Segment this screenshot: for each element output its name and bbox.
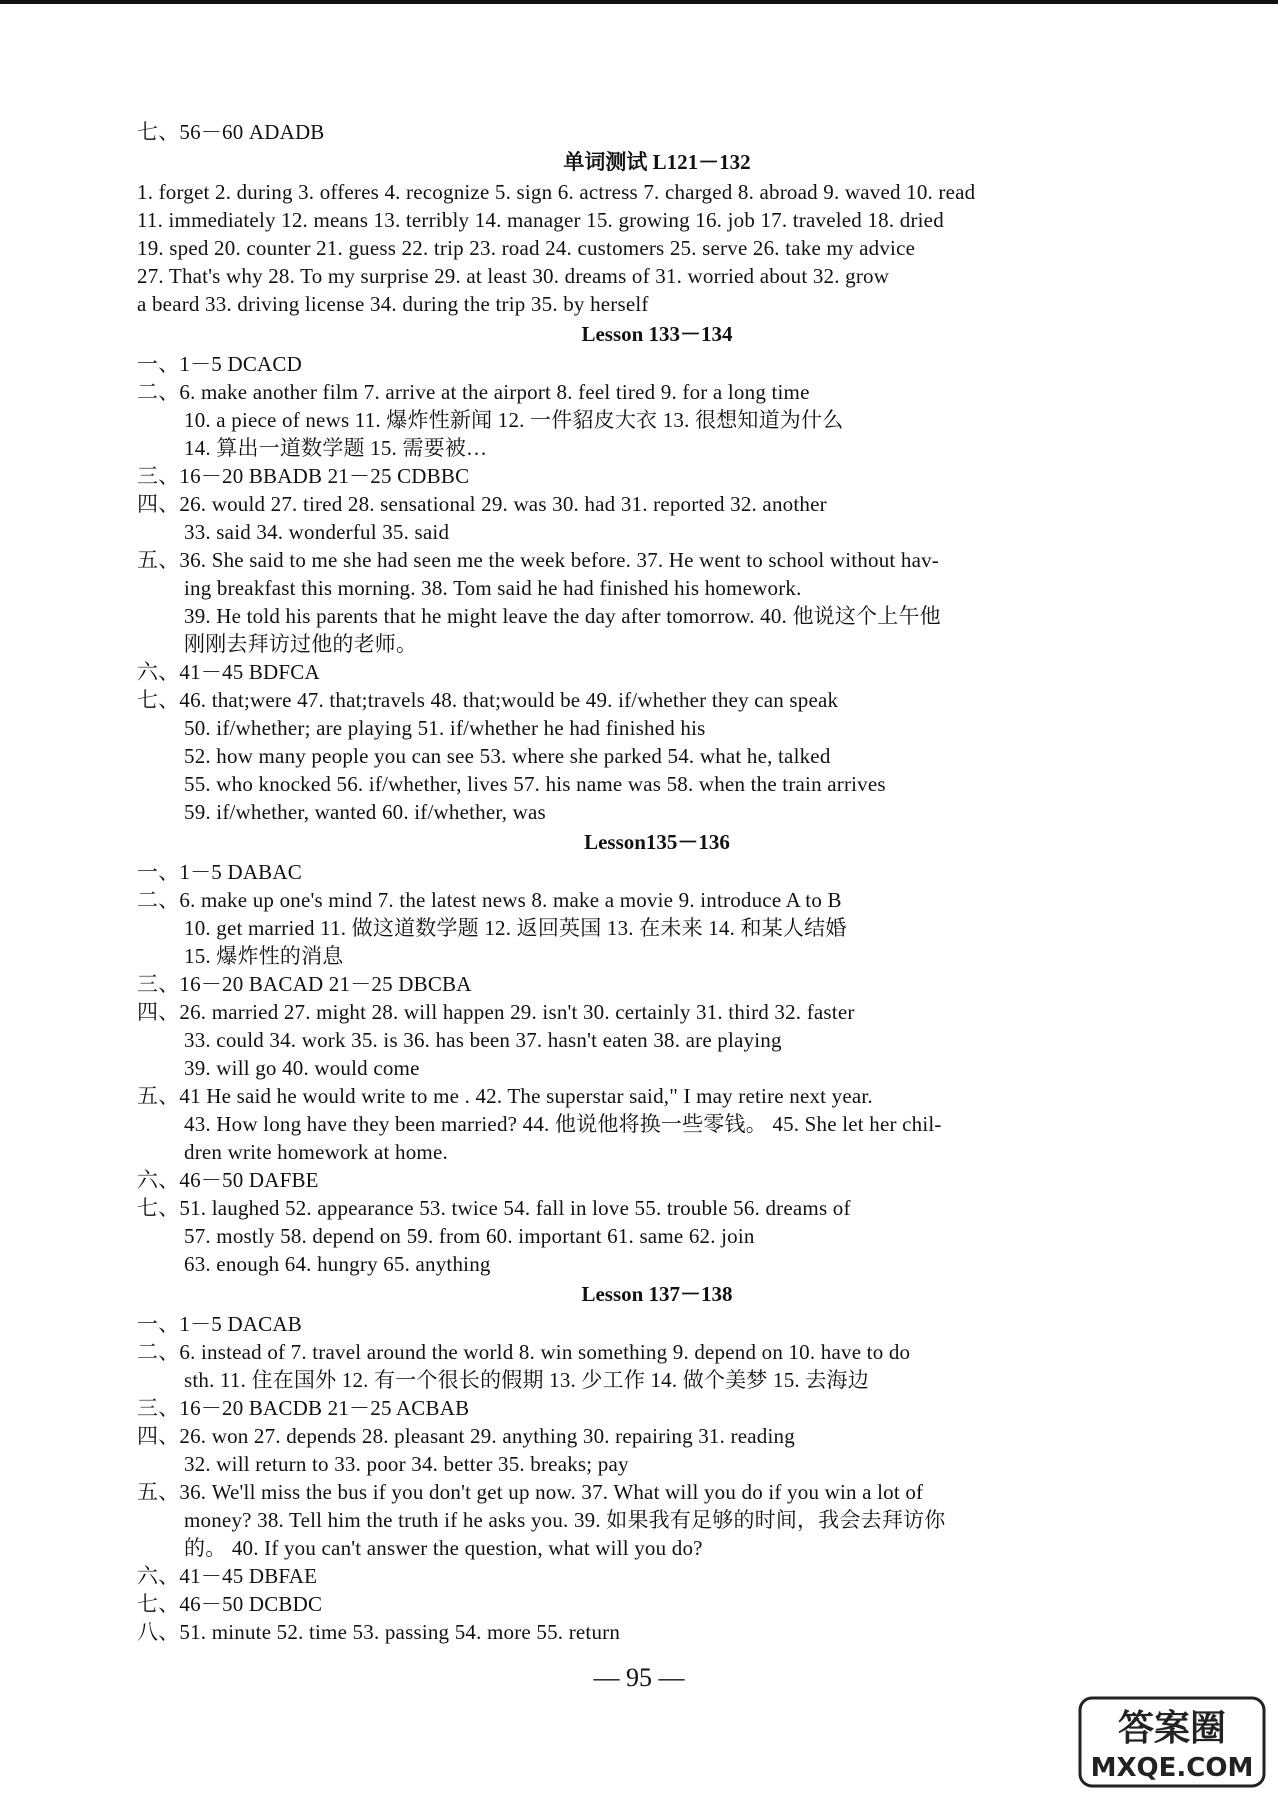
- section-title: Lesson135－136: [584, 830, 730, 854]
- text-line: 的。 40. If you can't answer the question, what will you do?: [184, 1536, 703, 1560]
- text-line: 50. if/whether; are playing 51. if/whether he had finished his: [184, 716, 706, 740]
- section-title: 单词测试 L121－132: [563, 150, 751, 174]
- text-line: 15. 爆炸性的消息: [184, 944, 344, 968]
- text-line: 四、26. would 27. tired 28. sensational 29. was 30. had 31. reported 32. another: [137, 492, 827, 516]
- text-line: ing breakfast this morning. 38. Tom said he had finished his homework.: [184, 576, 802, 600]
- text-line: 三、16－20 BBADB 21－25 CDBBC: [137, 464, 470, 488]
- text-line: 二、6. instead of 7. travel around the world 8. win something 9. depend on 10. have to do: [137, 1340, 911, 1364]
- text-line: 六、41－45 BDFCA: [137, 660, 320, 684]
- text-line: 19. sped 20. counter 21. guess 22. trip 23. road 24. customers 25. serve 26. take my advice: [137, 236, 916, 260]
- text-line: 32. will return to 33. poor 34. better 35. breaks; pay: [184, 1452, 629, 1476]
- text-line: 33. said 34. wonderful 35. said: [184, 520, 450, 544]
- page-number: — 95 —: [593, 1663, 685, 1692]
- text-line: 63. enough 64. hungry 65. anything: [184, 1252, 491, 1276]
- text-line: 10. a piece of news 11. 爆炸性新闻 12. 一件貂皮大衣 13. 很想知道为什么: [184, 408, 844, 432]
- top-edge-line: [0, 0, 1278, 4]
- watermark-cn-text: 答案圈: [1117, 1708, 1227, 1749]
- text-line: 55. who knocked 56. if/whether, lives 57. his name was 58. when the train arrives: [184, 772, 886, 796]
- text-line: 39. will go 40. would come: [184, 1056, 420, 1080]
- text-line: 四、26. won 27. depends 28. pleasant 29. anything 30. repairing 31. reading: [137, 1424, 795, 1448]
- text-line: 三、16－20 BACDB 21－25 ACBAB: [137, 1396, 470, 1420]
- text-line: 一、1－5 DCACD: [137, 352, 302, 376]
- text-line: 五、41 He said he would write to me . 42. The superstar said," I may retire next year.: [137, 1084, 873, 1108]
- text-line: 三、16－20 BACAD 21－25 DBCBA: [137, 972, 472, 996]
- text-line: 11. immediately 12. means 13. terribly 14. manager 15. growing 16. job 17. traveled 18. dried: [137, 208, 944, 232]
- text-line: 一、1－5 DABAC: [137, 860, 302, 884]
- watermark-logo: [1078, 1696, 1266, 1788]
- text-line: 52. how many people you can see 53. where she parked 54. what he, talked: [184, 744, 831, 768]
- section-title: Lesson 137－138: [581, 1282, 733, 1306]
- text-line: 57. mostly 58. depend on 59. from 60. important 61. same 62. join: [184, 1224, 755, 1248]
- text-line: 一、1－5 DACAB: [137, 1312, 302, 1336]
- text-line: 59. if/whether, wanted 60. if/whether, was: [184, 800, 546, 824]
- text-line: 刚刚去拜访过他的老师。: [184, 632, 418, 656]
- text-line: 七、46. that;were 47. that;travels 48. that;would be 49. if/whether they can speak: [137, 688, 839, 712]
- text-line: 二、6. make up one's mind 7. the latest news 8. make a movie 9. introduce A to B: [137, 888, 842, 912]
- text-line: 四、26. married 27. might 28. will happen 29. isn't 30. certainly 31. third 32. faster: [137, 1000, 855, 1024]
- text-line: 39. He told his parents that he might leave the day after tomorrow. 40. 他说这个上午他: [184, 604, 941, 628]
- text-line: a beard 33. driving license 34. during the trip 35. by herself: [137, 292, 649, 316]
- text-line: 43. How long have they been married? 44. 他说他将换一些零钱。 45. She let her chil-: [184, 1112, 942, 1136]
- text-line: 二、6. make another film 7. arrive at the airport 8. feel tired 9. for a long time: [137, 380, 810, 404]
- text-line: 六、46－50 DAFBE: [137, 1168, 319, 1192]
- text-line: 1. forget 2. during 3. offeres 4. recognize 5. sign 6. actress 7. charged 8. abroad 9. waved 10. read: [137, 180, 976, 204]
- text-line: money? 38. Tell him the truth if he asks you. 39. 如果我有足够的时间，我会去拜访你: [184, 1508, 946, 1532]
- text-line: 14. 算出一道数学题 15. 需要被…: [184, 436, 488, 460]
- section-title: Lesson 133－134: [581, 322, 733, 346]
- text-line: 七、56－60 ADADB: [137, 120, 325, 144]
- text-line: 五、36. We'll miss the bus if you don't get up now. 37. What will you do if you win a lot of: [137, 1480, 924, 1504]
- text-line: 七、46－50 DCBDC: [137, 1592, 323, 1616]
- text-line: 10. get married 11. 做这道数学题 12. 返回英国 13. 在未来 14. 和某人结婚: [184, 916, 847, 940]
- watermark-en-text: MXQE.COM: [1090, 1753, 1254, 1783]
- text-line: sth. 11. 住在国外 12. 有一个很长的假期 13. 少工作 14. 做个美梦 15. 去海边: [184, 1368, 869, 1392]
- text-line: 33. could 34. work 35. is 36. has been 37. hasn't eaten 38. are playing: [184, 1028, 782, 1052]
- text-line: 五、36. She said to me she had seen me the week before. 37. He went to school without hav-: [137, 548, 939, 572]
- text-line: 七、51. laughed 52. appearance 53. twice 54. fall in love 55. trouble 56. dreams of: [137, 1196, 851, 1220]
- answer-key-page: [137, 118, 1177, 1646]
- text-line: 八、51. minute 52. time 53. passing 54. more 55. return: [137, 1620, 621, 1644]
- text-line: 六、41－45 DBFAE: [137, 1564, 318, 1588]
- text-line: dren write homework at home.: [184, 1140, 448, 1164]
- text-line: 27. That's why 28. To my surprise 29. at least 30. dreams of 31. worried about 32. grow: [137, 264, 890, 288]
